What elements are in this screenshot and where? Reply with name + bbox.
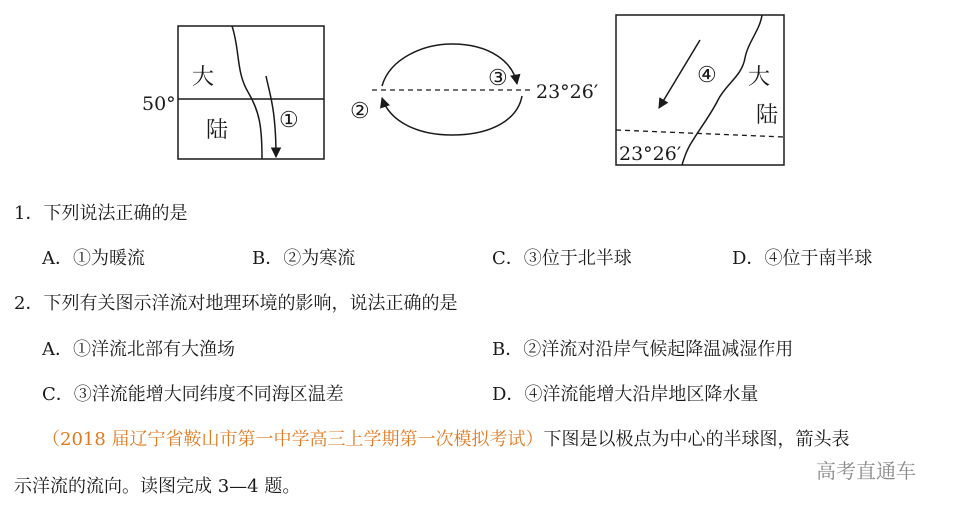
question-2 [14, 293, 457, 315]
option-letter: A． [42, 339, 73, 360]
option-letter: C． [492, 248, 524, 269]
question-number: 1． [14, 203, 44, 224]
intro-text-2: 示洋流的流向。读图完成 3—4 题。 [14, 476, 301, 497]
ocean-current-figures [0, 0, 953, 180]
coastline [682, 15, 762, 165]
current-3-label: ③ [488, 66, 508, 91]
continent-label-bottom: 陆 [756, 103, 779, 128]
figure-3 [616, 15, 784, 165]
option-text: ④位于南半球 [764, 248, 873, 269]
circulation-arc-bottom [382, 96, 522, 135]
next-intro-line-2 [14, 476, 300, 498]
source-note: （2018 届辽宁省鞍山市第一中学高三上学期第一次模拟考试） [42, 429, 544, 450]
option-text: ④洋流能增大沿岸地区降水量 [524, 384, 759, 405]
question-stem: 下列有关图示洋流对地理环境的影响，说法正确的是 [43, 293, 458, 314]
option-letter: A． [42, 248, 73, 269]
option-text: ①为暖流 [73, 248, 145, 269]
question-number: 2． [14, 293, 44, 314]
question-2-option-b[interactable] [492, 339, 793, 361]
option-letter: D． [492, 384, 525, 405]
continent-label-bottom: 陆 [206, 118, 229, 143]
option-text: ②洋流对沿岸气候起降温减湿作用 [523, 339, 794, 360]
intro-text-1: 下图是以极点为中心的半球图，箭头表 [543, 429, 850, 450]
question-1-option-d[interactable] [732, 248, 872, 270]
option-text: ③位于北半球 [523, 248, 632, 269]
option-letter: B． [252, 248, 284, 269]
question-1-option-b[interactable] [252, 248, 355, 270]
question-stem: 下列说法正确的是 [43, 203, 188, 224]
latitude-line-2326 [616, 130, 784, 137]
current-4-label: ④ [697, 63, 717, 88]
figure-1 [142, 26, 324, 159]
current-2-label: ② [350, 99, 370, 124]
option-letter: B． [492, 339, 524, 360]
option-letter: C． [42, 384, 74, 405]
question-2-option-d[interactable] [492, 384, 758, 406]
question-1 [14, 203, 187, 225]
current-1-arrow [266, 76, 276, 157]
option-text: ③洋流能增大同纬度不同海区温差 [73, 384, 344, 405]
continent-label-top: 大 [748, 65, 771, 90]
question-1-option-a[interactable] [42, 248, 145, 270]
latitude-label-2326: 23°26′ [536, 81, 599, 103]
question-1-option-c[interactable] [492, 248, 632, 270]
figure-2 [350, 44, 598, 135]
current-1-label: ① [279, 108, 299, 133]
watermark: 高考直通车 [816, 459, 916, 483]
current-4-arrow [659, 40, 700, 108]
continent-label-top: 大 [192, 65, 215, 90]
question-2-option-a[interactable] [42, 339, 235, 361]
figure-1-frame [178, 26, 324, 159]
latitude-label-2326: 23°26′ [619, 143, 682, 165]
option-text: ①洋流北部有大渔场 [73, 339, 235, 360]
question-2-option-c[interactable] [42, 384, 344, 406]
option-text: ②为寒流 [283, 248, 356, 269]
next-intro-line-1 [42, 429, 850, 451]
option-letter: D． [732, 248, 765, 269]
latitude-label-50: 50° [142, 93, 176, 115]
coastline [232, 26, 262, 159]
